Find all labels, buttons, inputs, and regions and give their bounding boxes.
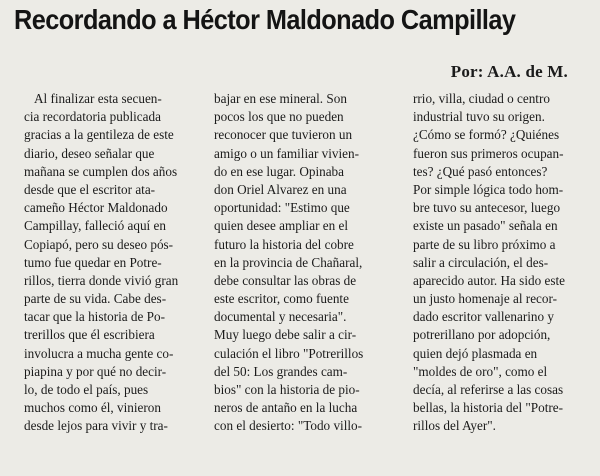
article-text-line: Al finalizar esta secuen- — [34, 91, 162, 106]
article-text-line: un justo homenaje al recor- — [413, 291, 558, 307]
article-text-line: bios" con la historia de pio- — [214, 382, 360, 397]
article-text-line: futuro la historia del cobre — [214, 236, 354, 252]
article-text-line: desde que el escritor ata- — [24, 181, 156, 197]
article-text-line: parte de su libro próximo a — [413, 236, 556, 252]
article-text-line: Campillay, falleció aquí en — [24, 218, 166, 234]
article-text-line: rillos, tierra donde vivió gran — [24, 272, 179, 288]
article-text-line: con el desierto: "Todo villo- — [214, 418, 363, 434]
article-text-line: en la provincia de Chañaral, — [214, 254, 363, 270]
article-text-line: rillos del Ayer". — [413, 418, 496, 434]
article-text-line: potrerillano por adopción, — [413, 327, 551, 343]
article-text-line: involucra a mucha gente co- — [24, 345, 174, 361]
article-text-line: tes? ¿Qué pasó entonces? — [413, 163, 548, 179]
article-text-line: ¿Cómo se formó? ¿Quiénes — [413, 127, 560, 143]
article-text-line: amigo o un familiar vivien- — [214, 145, 360, 161]
article-text-line: documental y necesaria". — [214, 309, 347, 325]
article-text-line: dado escritor vallenarino y — [413, 309, 554, 325]
article-text-line: aparecido autor. Ha sido este — [413, 272, 565, 288]
article-text-line: gracias a la gentileza de este — [24, 127, 174, 143]
article-column-3 — [413, 90, 591, 436]
article-text-line: tacar que la historia de Po- — [24, 309, 165, 325]
article-text-line: cameño Héctor Maldonado — [24, 200, 168, 216]
article-text-line: este escritor, como fuente — [214, 291, 349, 307]
article-text-line: quien desee ampliar en el — [214, 218, 349, 234]
article-text-line: existe un pasado" señala en — [413, 218, 558, 234]
article-text-line: fueron sus primeros ocupan- — [413, 145, 564, 161]
article-byline: Por: A.A. de M. — [450, 62, 568, 81]
article-text-line: del 50: Los grandes cam- — [214, 363, 348, 379]
article-text-line: decía, al referirse a las cosas — [413, 382, 564, 397]
article-text-line: oportunidad: "Estimo que — [214, 200, 350, 216]
article-text-line: debe consultar las obras de — [214, 272, 357, 288]
article-text-line: bre tuvo su antecesor, luego — [413, 200, 561, 216]
article-text-line: Copiapó, pero su deseo pós- — [24, 236, 174, 252]
article-text-line: do en ese lugar. Opinaba — [214, 163, 345, 179]
article-text-line: "moldes de oro", como el — [413, 363, 548, 379]
article-text-line: muchos como él, vinieron — [24, 400, 161, 416]
article-text-line: pocos los que no pueden — [214, 109, 344, 125]
article-text-line: trerillos que él escribiera — [24, 327, 155, 343]
article-text-line: cia recordatoria publicada — [24, 109, 161, 125]
article-text-line: Por simple lógica todo hom- — [413, 181, 564, 197]
article-text-line: reconocer que tuvieron un — [214, 127, 353, 143]
article-text-line: mañana se cumplen dos años — [24, 163, 178, 179]
article-text-line: neros de antaño en la lucha — [214, 400, 358, 416]
article-text-line: culación el libro "Potrerillos — [214, 345, 364, 361]
article-text-line: lo, de todo el país, pues — [24, 382, 149, 397]
article-text-line: tumo fue quedar en Potre- — [24, 254, 162, 270]
article-text-line: bellas, la historia del "Potre- — [413, 400, 564, 416]
article-text-line: salir a circulación, el des- — [413, 254, 549, 270]
article-text-line: parte de su vida. Cabe des- — [24, 291, 167, 307]
article-column-2 — [214, 90, 394, 436]
article-text-line: piapina y por qué no decir- — [24, 363, 167, 379]
article-text-line: bajar en ese mineral. Son — [214, 91, 347, 106]
article-text-line: quien dejó plasmada en — [413, 345, 538, 361]
article-text-line: desde lejos para vivir y tra- — [24, 418, 168, 434]
article-text-line: industrial tuvo su origen. — [413, 109, 545, 125]
article-title: Recordando a Héctor Maldonado Campillay — [14, 4, 516, 35]
article-column-1 — [24, 90, 196, 436]
article-text-line: rrio, villa, ciudad o centro — [413, 91, 550, 106]
article-text-line: diario, deseo señalar que — [24, 145, 155, 161]
article-text-line: don Oriel Alvarez en una — [214, 181, 347, 197]
article-text-line: Muy luego debe salir a cir- — [214, 327, 357, 343]
